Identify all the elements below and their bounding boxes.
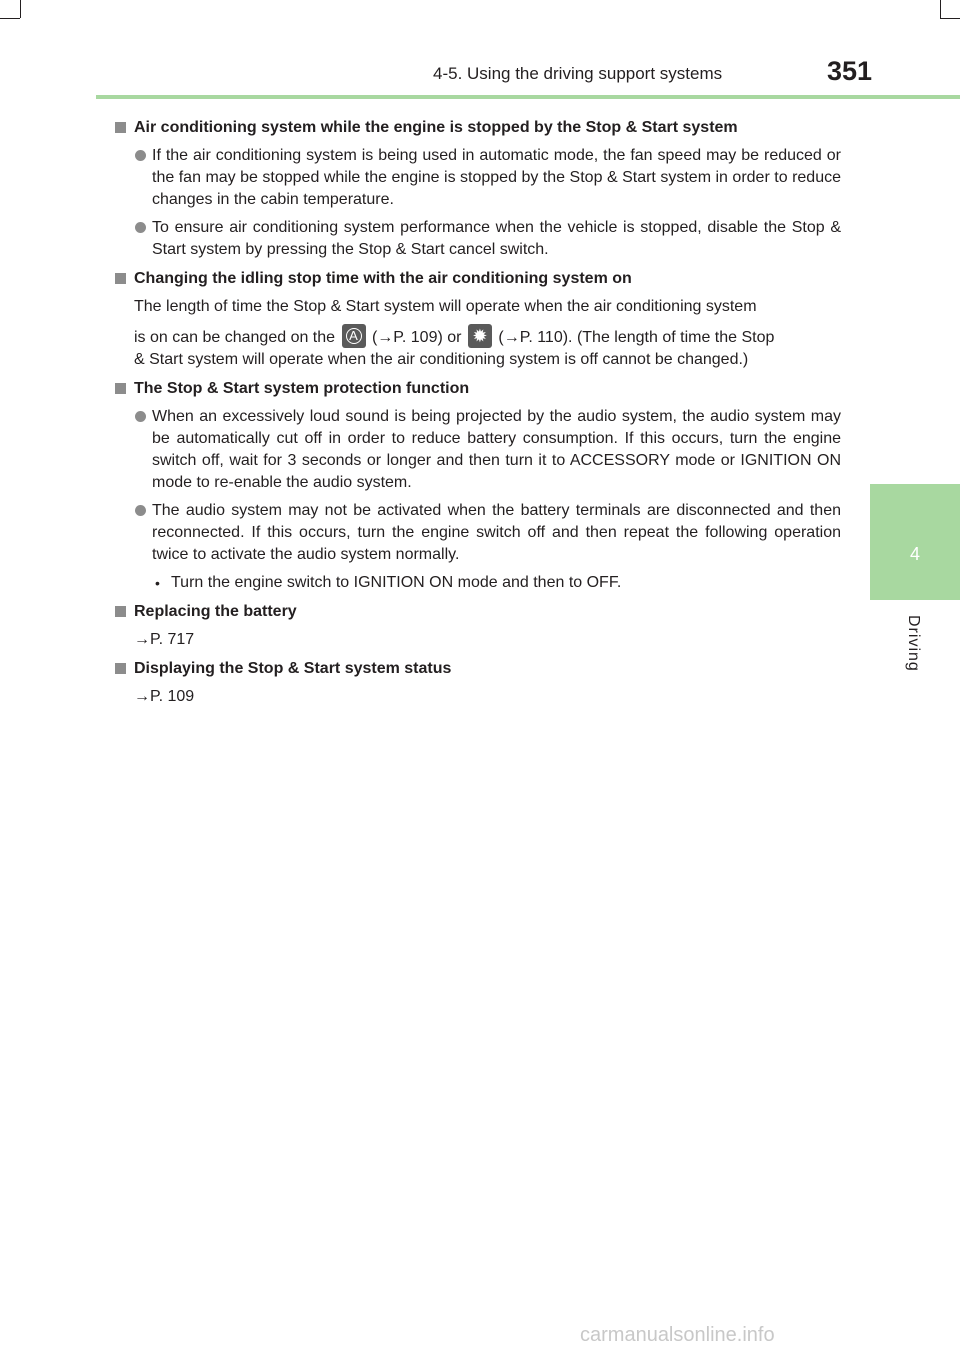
section-heading (115, 378, 841, 400)
section-heading (115, 117, 841, 139)
heading-text: Air conditioning system while the engine is stopped by the Stop & Start system (134, 119, 738, 136)
heading-text: Displaying the Stop & Start system status (134, 660, 452, 677)
page-reference-link[interactable]: →P. 717 (134, 631, 195, 648)
icon-letter: A (349, 328, 358, 343)
page-content (115, 110, 841, 714)
a-in-circle-icon (342, 324, 366, 348)
bullet-text: When an excessively loud sound is being projected by the audio system, the audio system may be automatically cut off in order to reduce battery consumption. If this occurs, turn the engine switch off, wait for 3 seconds or longer and then turn it to ACCESSORY mode or IGNITION ON mode to re-enable the audio system. (152, 408, 841, 491)
chapter-label: Driving (905, 615, 922, 672)
heading-text: The Stop & Start system protection function (134, 380, 470, 397)
paragraph-line: The length of time the Stop & Start system will operate when the air conditioning system (134, 298, 757, 315)
paragraph (115, 296, 841, 371)
heading-text: Replacing the battery (134, 603, 297, 620)
sub-bullet-text: Turn the engine switch to IGNITION ON mode and then to OFF. (171, 574, 622, 591)
section-title: 4-5. Using the driving support systems (433, 64, 723, 83)
crop-mark-top-right-v (940, 0, 941, 18)
square-bullet-icon (115, 383, 126, 394)
header-rule (96, 95, 960, 99)
bullet-item (115, 145, 841, 211)
heading-text: Changing the idling stop time with the air conditioning system on (134, 270, 632, 287)
bullet-text: The audio system may not be activated when the battery terminals are disconnected and then reconnected. If this occurs, turn the engine switch off and then repeat the following operation twice to activate the audio system normally. (152, 502, 841, 563)
round-bullet-icon (135, 150, 146, 161)
section-heading (115, 658, 841, 680)
gear-icon (468, 324, 492, 348)
crop-mark-top-left-v (20, 0, 21, 18)
square-bullet-icon (115, 273, 126, 284)
paragraph-text: is on can be changed on the (134, 329, 336, 346)
page-reference-link[interactable]: (→P. 110). (The length of time the Stop (498, 329, 775, 346)
paragraph-line: & Start system will operate when the air conditioning system is off cannot be changed.) (134, 351, 749, 368)
crop-mark-top-right-h (940, 18, 960, 19)
sub-bullet-item (115, 572, 841, 594)
round-bullet-icon (135, 222, 146, 233)
round-bullet-icon (135, 505, 146, 516)
chapter-number: 4 (909, 544, 920, 564)
page-number: 351 (827, 56, 873, 86)
bullet-text: If the air conditioning system is being used in automatic mode, the fan speed may be reduced or the fan may be stopped while the engine is stopped by the Stop & Start system in order to reduce changes in the cabin temperature. (152, 147, 841, 208)
chapter-tab[interactable] (870, 484, 960, 600)
watermark: carmanualsonline.info (580, 1324, 775, 1346)
square-bullet-icon (115, 606, 126, 617)
bullet-item (115, 217, 841, 261)
square-bullet-icon (115, 122, 126, 133)
small-bullet-icon: • (155, 575, 160, 591)
page-reference-link[interactable]: →P. 109 (134, 688, 195, 705)
bullet-text: To ensure air conditioning system performance when the vehicle is stopped, disable the Stop & Start system by pressing the Stop & Start cancel switch. (152, 219, 841, 258)
bullet-item (115, 406, 841, 494)
section-heading (115, 268, 841, 290)
gear-glyph: ✹ (472, 326, 488, 346)
bullet-item (115, 500, 841, 566)
paragraph-line (134, 324, 841, 349)
crop-mark-top-left-h (0, 18, 20, 19)
square-bullet-icon (115, 663, 126, 674)
section-heading (115, 601, 841, 623)
page-reference-link[interactable]: (→P. 109) or (371, 329, 462, 346)
round-bullet-icon (135, 411, 146, 422)
